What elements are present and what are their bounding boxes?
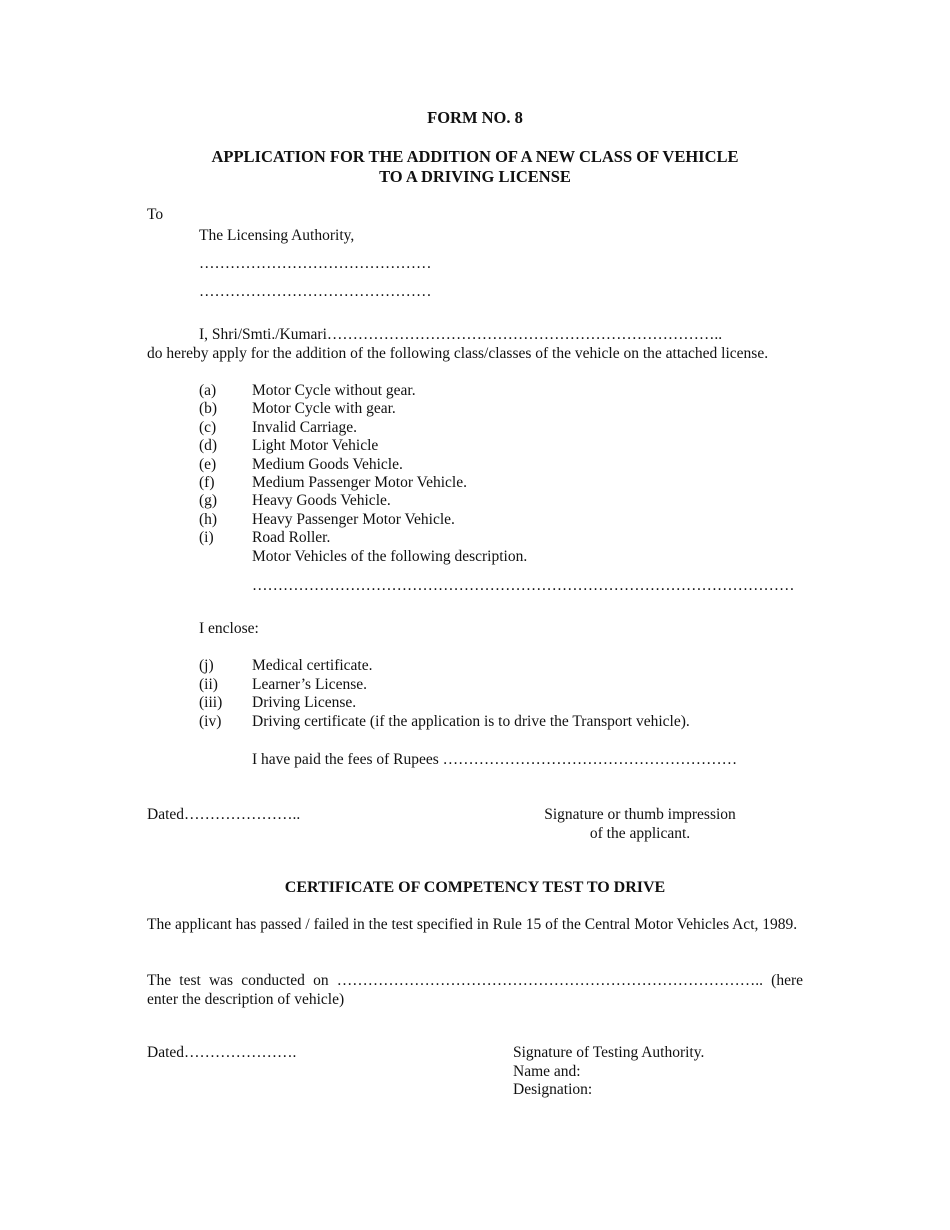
apply-statement: do hereby apply for the addition of the following class/classes of the vehicle on the attached license. xyxy=(147,345,769,362)
list-item-text: Motor Cycle without gear. xyxy=(252,382,416,399)
list-item-label: (j) xyxy=(199,657,214,674)
enclose-heading: I enclose: xyxy=(199,620,259,637)
description-text: Motor Vehicles of the following description. xyxy=(252,548,528,565)
list-item-text: Medium Passenger Motor Vehicle. xyxy=(252,474,467,491)
list-item-label: (b) xyxy=(199,400,218,417)
list-item-text: Light Motor Vehicle xyxy=(252,437,379,454)
list-item-label: (a) xyxy=(199,382,217,399)
description-line: …………………………………………………………………………………………… xyxy=(252,577,795,594)
list-item-text: Heavy Passenger Motor Vehicle. xyxy=(252,511,455,528)
form-title-line2: TO A DRIVING LICENSE xyxy=(379,167,571,186)
certificate-heading: CERTIFICATE OF COMPETENCY TEST TO DRIVE xyxy=(284,879,666,896)
list-item-label: (e) xyxy=(199,456,217,473)
list-item-text: Medium Goods Vehicle. xyxy=(252,456,403,473)
to-label: To xyxy=(147,206,164,223)
applicant-signature-line2: of the applicant. xyxy=(589,825,691,842)
list-item-label: (f) xyxy=(199,474,215,491)
testing-authority-designation: Designation: xyxy=(513,1081,593,1098)
applicant-dated: Dated………………….. xyxy=(147,806,301,823)
certificate-result-paragraph: The applicant has passed / failed in the test specified in Rule 15 of the Central Motor Vehicles Act, 1989. xyxy=(147,916,798,933)
form-number: FORM NO. 8 xyxy=(427,108,523,127)
list-item-label: (i) xyxy=(199,529,214,546)
testing-authority-signature: Signature of Testing Authority. xyxy=(513,1044,705,1061)
list-item-text: Heavy Goods Vehicle. xyxy=(252,492,391,509)
fees-statement: I have paid the fees of Rupees ………………………………………………… xyxy=(252,751,738,768)
address-line-1: ……………………………………… xyxy=(199,255,432,272)
address-line-2: ……………………………………… xyxy=(199,283,432,300)
list-item-label: (iii) xyxy=(199,694,223,711)
list-item-label: (g) xyxy=(199,492,218,509)
list-item-label: (h) xyxy=(199,511,218,528)
applicant-name-line: I, Shri/Smti./Kumari………………………………………………………………….. xyxy=(199,326,723,343)
list-item-label: (d) xyxy=(199,437,218,454)
list-item-label: (iv) xyxy=(199,713,222,730)
form-title-line1: APPLICATION FOR THE ADDITION OF A NEW CLASS OF VEHICLE xyxy=(211,147,739,166)
test-conducted-paragraph: The test was conducted on ……………………………………………………………………….. (here enter the description of vehicle) xyxy=(147,972,803,1008)
list-item-text: Driving License. xyxy=(252,694,357,711)
list-item-label: (c) xyxy=(199,419,217,436)
list-item-text: Learner’s License. xyxy=(252,676,368,693)
testing-dated: Dated…………………. xyxy=(147,1044,297,1061)
list-item-text: Motor Cycle with gear. xyxy=(252,400,396,417)
list-item-text: Road Roller. xyxy=(252,529,331,546)
applicant-signature-line1: Signature or thumb impression xyxy=(544,806,736,823)
licensing-authority: The Licensing Authority, xyxy=(199,227,355,244)
list-item-label: (ii) xyxy=(199,676,218,693)
list-item-text: Invalid Carriage. xyxy=(252,419,358,436)
testing-authority-name: Name and: xyxy=(513,1063,581,1080)
list-item-text: Medical certificate. xyxy=(252,657,373,674)
list-item-text: Driving certificate (if the application is to drive the Transport vehicle). xyxy=(252,713,690,730)
